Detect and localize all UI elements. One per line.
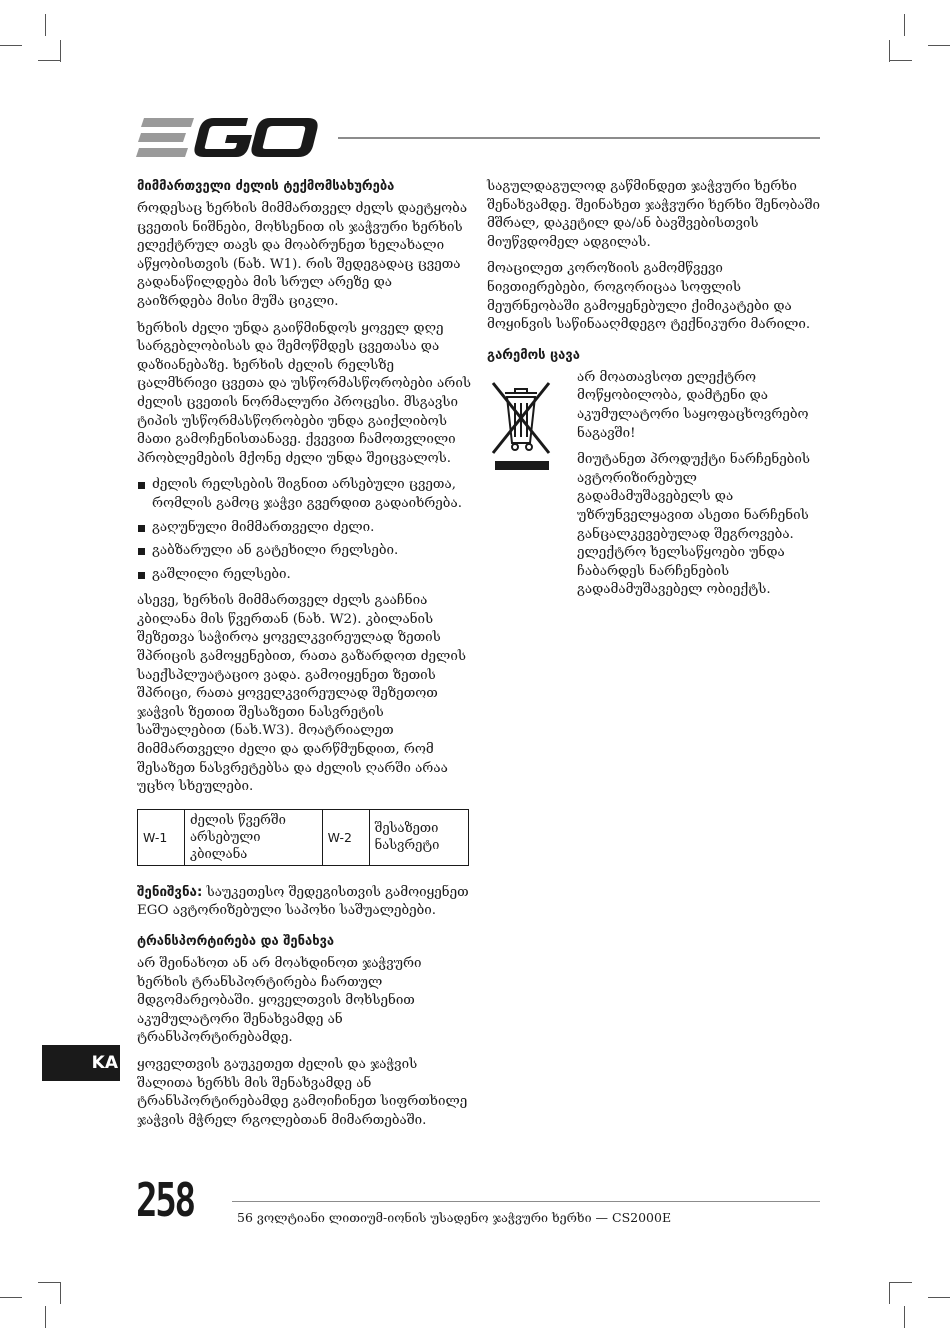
paragraph: ხერხის ძელი უნდა გაიწმინდოს ყოველ დღე სარგებლობისას და შემოწმდეს ცვეთასა და დაზიანებაზე. ხერხის ძელის რელსზე ცალმხრივი ცვეთა და უსწორმასწორობები არის ძელის ცვეთის ნორმალური პროცესი. მსგავსი ტიპის უსწორმასწორობები უნდა გაიქლიბოს მათი გამოჩენისთანავე. ქვევით ჩამოთვლილი პრობლემების მქონე ძელი უნდა შეიცვალოს.	[137, 320, 471, 466]
paragraph: როდესაც ხერხის მიმმართველ ძელს დაეტყობა ცვეთის ნიშნები, მოხსენით ის ჯაჭვური ხერხის ელექტრულ თავს და მოაბრუნეთ ხელახალი აწყობისთვის (ნახ. W1). რის შედეგადაც ცვეთა გადანაწილდება მის სრულ არეზე და გაიზრდება მისი მუშა ციკლი.	[137, 201, 468, 309]
bullet-list	[137, 476, 471, 584]
figure-reference-table	[137, 809, 469, 866]
paragraph: ყოველთვის გაუკეთეთ ძელის და ჯაჭვის შალითა ხერხს მის შენახვამდე ან ტრანსპორტირებამდე გამოიჩინეთ სიფრთხილე ჯაჭვის მჭრელ რგოლებთან მიმართებაში.	[137, 1056, 468, 1128]
crop-mark	[904, 14, 905, 36]
crop-mark	[60, 40, 61, 62]
paragraph: ასევე, ხერხის მიმმართველ ძელს გააჩნია კბილანა მის წვერთან (ნახ. W2). კბილანის შეზეთვა საჭიროა ყოველკვირეულად ზეთის შპრიცის გამოყენებით, რათა გაზარდოთ ძელის საექსპლუატაციო ვადა. გამოიყენეთ ზეთის შპრიცი, რათა ყოველკვირეულად შეზეთოთ ჯაჭვის ზეთით შესაზეთი ნასვრეტის საშუალებით (ნახ.W3). მოატრიალეთ მიმმართველი ძელი და დარწმუნდით, რომ შესაზეთ ნასვრეტებსა და ძელის ღარში არაა უცხო სხეულები.	[137, 593, 466, 795]
environment-block	[487, 369, 822, 608]
paragraph: საგულდაგულოდ გაწმინდეთ ჯაჭვური ხერხი შენახვამდე. შეინახეთ ჯაჭვური ხერხი შენობაში მშრალ, დაკეტილ და/ან ბავშვებისთვის მიუწვდომელ ადგილას.	[487, 179, 821, 250]
crop-mark	[889, 40, 890, 62]
footer-rule	[232, 1201, 820, 1202]
left-column	[137, 178, 471, 1138]
list-item: გაღუნული მიმმართველი ძელი.	[137, 519, 471, 538]
crop-mark	[38, 60, 60, 61]
crop-mark	[928, 1297, 950, 1298]
paragraph: არ შეინახოთ ან არ მოახდინოთ ჯაჭვური ხერხის ტრანსპორტირება ჩართულ მდგომარეობაში. ყოველთვის მოხსენით აკუმულატორი შენახვამდე ან ტრანსპორტირებამდე.	[137, 956, 422, 1046]
crop-mark	[890, 60, 912, 61]
ego-logo	[136, 116, 322, 164]
right-column	[487, 178, 822, 608]
list-item: გაშლილი რელსები.	[137, 566, 471, 585]
note	[137, 884, 471, 921]
crop-mark	[904, 1306, 905, 1328]
paragraph: მიუტანეთ პროდუქტი ნარჩენების ავტორიზირებულ გადამამუშავებელს და უზრუნველყავით ასეთი ნარჩენის განცალკევებულად შეგროვება. ელექტრო ხელსაწყოები უნდა ჩაბარდეს ნარჩენების გადამამუშავებელ ობიექტს.	[577, 452, 810, 598]
crop-mark	[60, 1282, 61, 1304]
crop-mark	[38, 1282, 60, 1283]
crop-mark	[45, 1306, 46, 1328]
crop-mark	[0, 45, 22, 46]
note-label: შენიშვნა:	[137, 884, 203, 900]
crop-mark	[890, 1282, 912, 1283]
table-row	[138, 809, 469, 865]
paragraph: მოაცილეთ კოროზიის გამომწვევი ნივთიერებები, როგორიცაა სოფლის მეურნეობაში გამოყენებული ქიმიკატები და მოყინვის საწინააღმდეგო ტექნიკური მარილი.	[487, 261, 811, 333]
section-title-bar-maintenance: მიმმართველი ძელის ტექმომსახურება	[137, 179, 395, 194]
section-title-transport-storage: ტრანსპორტირება და შენახვა	[137, 934, 335, 949]
list-item: ძელის რელსების შიგნით არსებული ცვეთა, რომლის გამოც ჯაჭვი გვერდით გადაიხრება.	[137, 476, 471, 513]
list-item: გაბზარული ან გატეხილი რელსები.	[137, 542, 471, 561]
header-rule	[338, 137, 820, 139]
table-cell: შესაზეთი ნასვრეტი	[369, 809, 468, 865]
paragraph: არ მოათავსოთ ელექტრო მოწყობილობა, დამტენი და აკუმულატორი საყოფაცხოვრებო ნაგავში!	[577, 369, 809, 441]
section-title-environment: გარემოს ცავა	[487, 347, 580, 363]
table-cell: ძელის წვერში არსებული კბილანა	[185, 809, 323, 865]
page-number: 258	[136, 1173, 194, 1227]
crossed-out-bin-icon	[487, 373, 569, 480]
language-tab	[42, 1045, 120, 1081]
table-cell: W-2	[322, 809, 369, 865]
footer-caption: 56 ვოლტიანი ლითიუმ-იონის უსადენო ჯაჭვური ხერხი — CS2000E	[237, 1210, 672, 1225]
crop-mark	[45, 14, 46, 36]
crop-mark	[0, 1297, 22, 1298]
crop-mark	[928, 45, 950, 46]
language-code: KA	[91, 1053, 118, 1073]
note-text: საუკეთესო შედეგისთვის გამოიყენეთ EGO ავტორიზებული საპოხი საშუალებები.	[137, 884, 469, 919]
crop-mark	[889, 1282, 890, 1304]
table-cell: W-1	[138, 809, 185, 865]
